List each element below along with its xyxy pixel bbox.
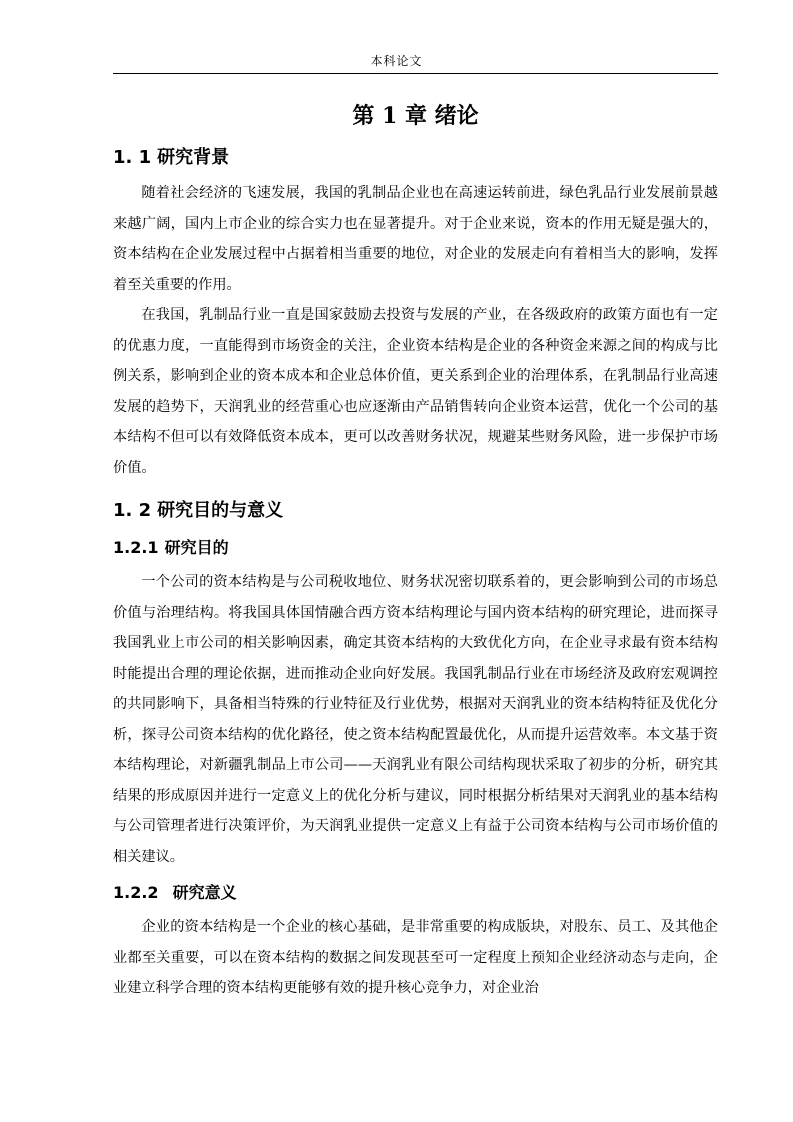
paragraph: 随着社会经济的飞速发展，我国的乳制品企业也在高速运转前进，绿色乳品行业发展前景越来越广阔，国内上市企业的综合实力也在显著提升。对于企业来说，资本的作用无疑是强大的，资本结构在企业发展过程中占据着相当重要的地位，对企业的发展走向有着相当大的影响，发挥着至关重要的作用。 [113,185,718,293]
section-number: 1. 1 [113,147,152,168]
page-header: 本科论文 [370,54,423,68]
paragraph: 企业的资本结构是一个企业的核心基础，是非常重要的构成版块，对股东、员工、及其他企业都至关重要，可以在资本结构的数据之间发现甚至可一定程度上预知企业经济动态与走向，企业建立科学合理的资本结构更能够有效的提升核心竞争力，对企业治 [113,919,718,996]
section-title: 研究目的与意义 [157,500,284,521]
subsection-title: 研究目的 [164,538,229,557]
paragraph: 一个公司的资本结构是与公司税收地位、财务状况密切联系着的，更会影响到公司的市场总价值与治理结构。将我国具体国情融合西方资本结构理论与国内资本结构的研究理论，进而探寻我国乳业上市公司的相关影响因素，确定其资本结构的大致优化方向，在企业寻求最有资本结构时能提出合理的理论依据，进而推动企业向好发展。我国乳制品行业在市场经济及政府宏观调控的共同影响下，具备相当特殊的行业特征及行业优势，根据对天润乳业的资本结构特征及优化分析，探寻公司资本结构的优化路径，使之资本结构配置最优化，从而提升运营效率。本文基于资本结构理论，对新疆乳制品上市公司——天润乳业有限公司结构现状采取了初步的分析，研究其结果的形成原因并进行一定意义上的优化分析与建议，同时根据分析结果对天润乳业的基本结构与公司管理者进行决策评价，为天润乳业提供一定意义上有益于公司资本结构与公司市场价值的相关建议。 [113,574,718,865]
section-heading-background [113,142,718,174]
section-number: 1. 2 [113,500,152,521]
paragraph: 在我国，乳制品行业一直是国家鼓励去投资与发展的产业，在各级政府的政策方面也有一定的优惠力度，一直能得到市场资金的关注，企业资本结构是企业的各种资金来源之间的构成与比例关系，影响到企业的资本成本和企业总体价值，更关系到企业的治理体系，在乳制品行业高速发展的趋势下，天润乳业的经营重心也应逐渐由产品销售转向企业资本运营，优化一个公司的基本结构不但可以有效降低资本成本，更可以改善财务状况，规避某些财务风险，进一步保护市场价值。 [113,307,718,476]
subsection-heading-significance [113,878,718,908]
section-heading-purpose-significance [113,495,718,527]
subsection-title: 研究意义 [172,883,237,902]
subsection-number: 1.2.1 [113,538,159,557]
header-divider [113,73,718,74]
subsection-heading-purpose [113,533,718,563]
section-title: 研究背景 [157,147,230,168]
chapter-title: 第 1 章 绪论 [352,103,479,129]
subsection-number: 1.2.2 [113,883,159,902]
page-content [113,96,718,1004]
